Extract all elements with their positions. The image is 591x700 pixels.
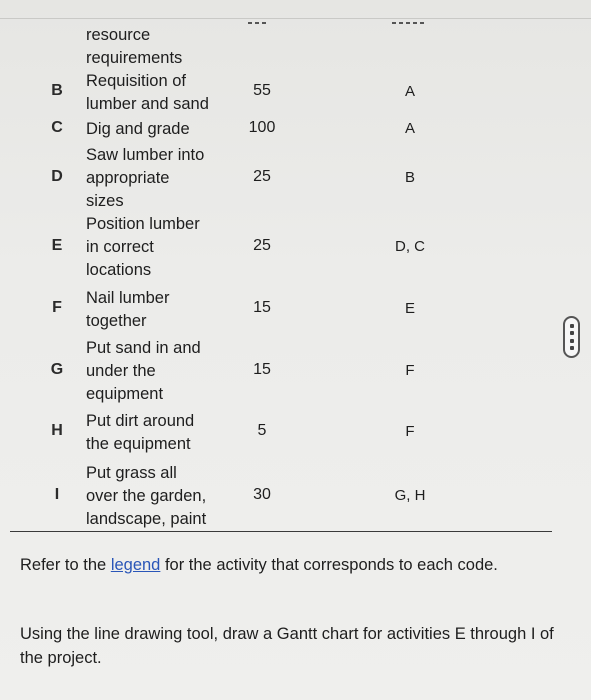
activity-code: E — [51, 236, 63, 254]
description-line: Dig and grade — [86, 120, 190, 138]
description-line: landscape, paint — [86, 510, 207, 528]
activity-code: C — [51, 118, 63, 136]
activity-duration: 5 — [257, 422, 267, 439]
description-line: under the — [86, 362, 156, 380]
legend-instruction — [20, 553, 560, 577]
instruction-text: for the activity that corresponds to each code. — [160, 556, 498, 574]
activity-description — [86, 213, 246, 282]
description-line: sizes — [86, 192, 124, 210]
description-line: the equipment — [86, 435, 191, 453]
activity-code: D — [51, 167, 63, 185]
dash-mark — [248, 22, 268, 24]
activity-duration: 25 — [253, 167, 271, 185]
dash-mark — [392, 22, 426, 24]
description-line: Put sand in and — [86, 339, 201, 357]
activity-duration: 25 — [253, 236, 271, 254]
scroll-handle[interactable] — [563, 316, 580, 358]
activity-predecessor: D, C — [395, 237, 425, 255]
instruction-text: Refer to the — [20, 556, 111, 574]
table-bottom-rule — [10, 531, 552, 532]
description-line: Put grass all — [86, 464, 177, 482]
activity-description — [86, 144, 246, 213]
activity-description — [86, 118, 246, 141]
description-line: lumber and sand — [86, 95, 209, 113]
description-line: Saw lumber into — [86, 146, 205, 164]
scroll-handle-icon — [569, 324, 574, 350]
description-line: in correct — [86, 238, 154, 256]
activity-description — [86, 287, 246, 333]
activity-duration: 30 — [253, 485, 271, 503]
activity-duration: 15 — [253, 360, 271, 378]
activity-predecessor: A — [404, 83, 415, 100]
activity-description — [86, 70, 246, 116]
activity-code: G — [50, 360, 64, 378]
legend-link[interactable]: legend — [110, 556, 161, 574]
table-top-border — [0, 0, 591, 19]
gantt-instruction: Using the line drawing tool, draw a Gantt chart for activities E through I of the project. — [20, 625, 554, 667]
activity-duration: 15 — [253, 299, 271, 316]
activity-predecessor: F — [405, 361, 415, 379]
description-line: appropriate — [86, 169, 170, 187]
activity-description — [86, 462, 246, 531]
description-line: over the garden, — [86, 487, 207, 505]
activity-predecessor: G, H — [394, 486, 426, 504]
activity-code: H — [51, 422, 63, 439]
activity-predecessor: A — [404, 119, 415, 137]
description-line: requirements — [86, 49, 183, 67]
description-line: resource — [86, 26, 151, 44]
activity-code: I — [54, 485, 60, 503]
activity-code: F — [52, 299, 62, 316]
activity-predecessor: E — [404, 300, 415, 317]
description-line: Put dirt around — [86, 412, 195, 430]
activity-description — [86, 410, 246, 456]
description-line: Requisition of — [86, 72, 186, 90]
description-line: locations — [86, 261, 152, 279]
activity-description — [86, 24, 246, 70]
description-line: together — [86, 312, 147, 330]
activity-predecessor: B — [404, 168, 415, 186]
activity-predecessor: F — [405, 423, 415, 440]
activity-code: B — [51, 82, 63, 99]
description-line: equipment — [86, 385, 164, 403]
description-line: Nail lumber — [86, 289, 170, 307]
activity-description — [86, 337, 246, 406]
description-line: Position lumber — [86, 215, 200, 233]
activity-duration: 55 — [253, 82, 271, 99]
activity-duration: 100 — [248, 118, 276, 136]
